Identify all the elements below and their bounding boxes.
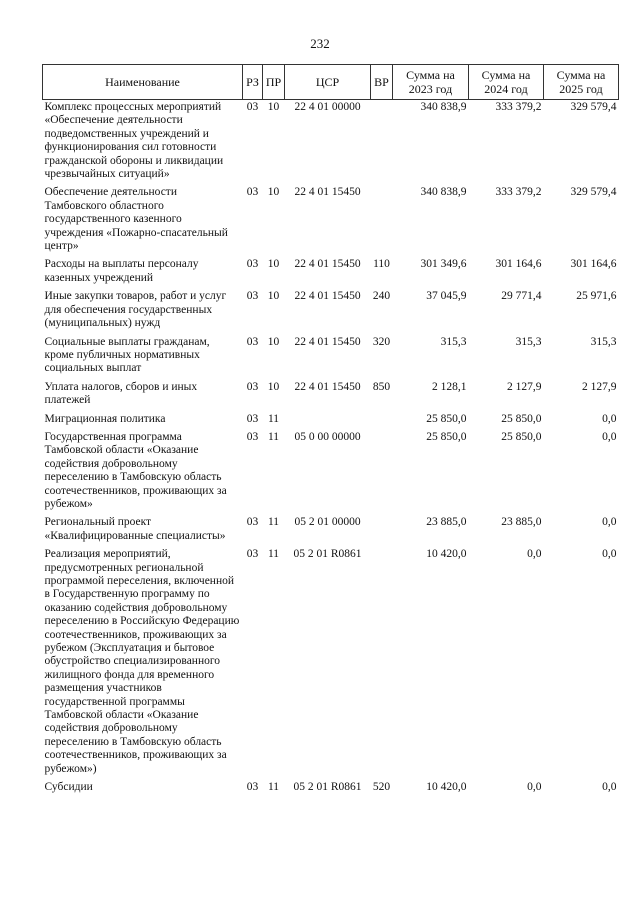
cell-vr: [371, 185, 393, 257]
cell-sum-2023: 340 838,9: [420, 101, 467, 113]
table-header-row: [43, 65, 619, 100]
cell-sum-2024: 2 127,9: [507, 380, 542, 393]
cell-name: Расходы на выплаты персоналу казенных учреждений: [44, 258, 199, 284]
cell-sum-2025: 2 127,9: [582, 380, 617, 393]
cell-name: Миграционная политика: [44, 412, 166, 425]
cell-sum-2023: 10 420,0: [426, 781, 467, 794]
cell-sum-2024: 25 850,0: [501, 412, 542, 425]
cell-vr: [371, 430, 393, 515]
cell-sum-2025: 329 579,4: [570, 101, 617, 113]
cell-sum-2023: 37 045,9: [426, 290, 467, 303]
table-row: [43, 335, 619, 380]
cell-sum-2024: 315,3: [515, 335, 542, 348]
cell-vr: [371, 100, 393, 186]
cell-pr: 11: [267, 412, 280, 425]
cell-sum-2025: 0,0: [602, 412, 617, 425]
cell-rz: 03: [246, 548, 259, 561]
cell-csr: 22 4 01 15450: [294, 258, 361, 271]
cell-pr: 11: [267, 430, 280, 443]
cell-vr: [371, 547, 393, 780]
cell-sum-2024: 0,0: [527, 548, 542, 561]
table-row: [43, 380, 619, 412]
cell-name: Уплата налогов, сборов и иных платежей: [44, 380, 198, 407]
cell-sum-2024: 301 164,6: [495, 258, 542, 271]
cell-rz: 03: [246, 290, 259, 303]
cell-vr: 520: [372, 781, 391, 794]
header-vr: ВР: [371, 65, 393, 100]
cell-csr: 22 4 01 15450: [294, 335, 361, 348]
header-sum-2025: Сумма на 2025 год: [544, 65, 619, 100]
budget-table: [42, 64, 619, 799]
cell-sum-2023: 25 850,0: [426, 412, 467, 425]
cell-sum-2025: 329 579,4: [570, 186, 617, 199]
cell-sum-2023: 301 349,6: [420, 258, 467, 271]
cell-csr: 05 2 01 R0861: [293, 548, 362, 561]
cell-vr: [371, 412, 393, 430]
cell-name: Социальные выплаты гражданам, кроме публичных нормативных социальных выплат: [44, 335, 210, 375]
cell-csr: 22 4 01 00000: [294, 101, 361, 113]
header-csr: ЦСР: [285, 65, 371, 100]
cell-pr: 10: [267, 258, 280, 271]
cell-sum-2024: 23 885,0: [501, 516, 542, 529]
table-row: [43, 185, 619, 257]
table-row: [43, 100, 619, 186]
cell-rz: 03: [246, 412, 259, 425]
header-rz: РЗ: [243, 65, 263, 100]
cell-rz: 03: [246, 516, 259, 529]
cell-pr: 10: [267, 335, 280, 348]
cell-rz: 03: [246, 380, 259, 393]
cell-sum-2025: 0,0: [602, 516, 617, 529]
cell-pr: 10: [267, 290, 280, 303]
cell-sum-2024: 333 379,2: [495, 186, 542, 199]
cell-csr: 05 2 01 00000: [294, 516, 361, 529]
cell-csr: 22 4 01 15450: [294, 290, 361, 303]
cell-name: Комплекс процессных мероприятий «Обеспечение деятельности подведомственных учреждений и функционирования сил готовности гражданской обороны и ликвидации чрезвычайных ситуаций»: [44, 101, 224, 181]
cell-pr: 11: [267, 516, 280, 529]
cell-name: Региональный проект «Квалифицированные специалисты»: [44, 516, 226, 542]
cell-pr: 11: [267, 781, 280, 794]
cell-sum-2024: 0,0: [527, 781, 542, 794]
cell-csr: [285, 412, 371, 430]
cell-sum-2024: 25 850,0: [501, 430, 542, 443]
cell-vr: 240: [372, 290, 391, 303]
cell-sum-2023: 23 885,0: [426, 516, 467, 529]
cell-rz: 03: [246, 258, 259, 271]
table-row: [43, 289, 619, 334]
cell-sum-2025: 301 164,6: [570, 258, 617, 271]
cell-rz: 03: [246, 101, 259, 113]
cell-pr: 10: [267, 186, 280, 199]
cell-sum-2024: 333 379,2: [495, 101, 542, 113]
cell-name: Иные закупки товаров, работ и услуг для обеспечения государственных (муниципальных) нужд: [44, 290, 227, 330]
header-pr: ПР: [263, 65, 285, 100]
cell-name: Реализация мероприятий, предусмотренных региональной программой переселения, включенной в Государственную программу по оказанию содействия добровольному переселению в Российскую Федерацию соотечественников, проживающих за рубежом (Эксплуатация и бытовое обустройство специализированного жилищного фонда для временного размещения участников государственной программы Тамбовской области «Оказание содействия добровольному переселению в Тамбовскую область соотечественников, проживающих за рубежом»): [44, 548, 240, 775]
header-name: Наименование: [43, 65, 243, 100]
cell-name: Субсидии: [44, 781, 93, 794]
table-row: [43, 430, 619, 515]
cell-sum-2024: 29 771,4: [501, 290, 542, 303]
cell-sum-2025: 0,0: [602, 781, 617, 794]
page-number: 232: [310, 36, 330, 51]
cell-vr: 850: [372, 380, 391, 393]
cell-pr: 10: [267, 380, 280, 393]
cell-name: Государственная программа Тамбовской области «Оказание содействия добровольному переселению в Тамбовскую область соотечественников, проживающих за рубежом»: [44, 430, 227, 510]
cell-csr: 22 4 01 15450: [294, 380, 361, 393]
table-row: [43, 257, 619, 289]
cell-rz: 03: [246, 430, 259, 443]
cell-rz: 03: [246, 781, 259, 794]
cell-sum-2025: 315,3: [590, 335, 617, 348]
table-row: [43, 412, 619, 430]
cell-vr: [371, 515, 393, 547]
header-sum-2024: Сумма на 2024 год: [469, 65, 544, 100]
cell-pr: 10: [267, 101, 280, 113]
header-sum-2023: Сумма на 2023 год: [393, 65, 469, 100]
table-row: [43, 515, 619, 547]
cell-pr: 11: [267, 548, 280, 561]
cell-csr: 05 0 00 00000: [294, 430, 361, 443]
cell-name: Обеспечение деятельности Тамбовского областного государственного казенного учреждения «Пожарно-спасательный центр»: [44, 186, 228, 253]
cell-sum-2023: 315,3: [440, 335, 467, 348]
cell-rz: 03: [246, 335, 259, 348]
table-row: [43, 780, 619, 798]
cell-sum-2025: 25 971,6: [576, 290, 617, 303]
cell-sum-2023: 340 838,9: [420, 186, 467, 199]
cell-vr: 320: [372, 335, 391, 348]
table-row: [43, 547, 619, 780]
cell-rz: 03: [246, 186, 259, 199]
cell-sum-2023: 2 128,1: [432, 380, 467, 393]
cell-vr: 110: [373, 258, 390, 271]
cell-sum-2023: 10 420,0: [426, 548, 467, 561]
cell-sum-2025: 0,0: [602, 548, 617, 561]
cell-sum-2025: 0,0: [602, 430, 617, 443]
cell-sum-2023: 25 850,0: [426, 430, 467, 443]
cell-csr: 22 4 01 15450: [294, 186, 361, 199]
cell-csr: 05 2 01 R0861: [293, 781, 362, 794]
